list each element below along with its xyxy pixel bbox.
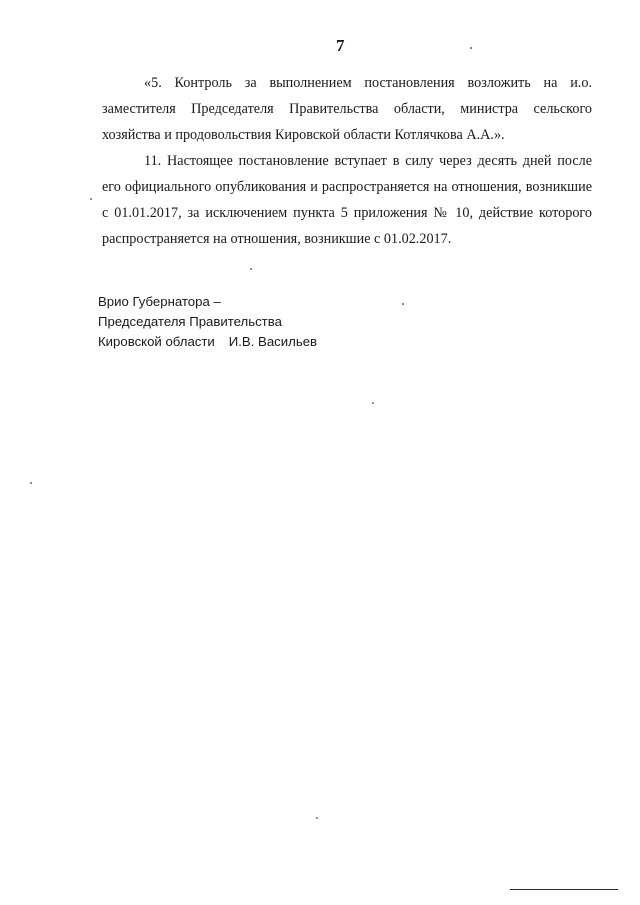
scan-speck bbox=[30, 482, 32, 484]
paragraph-1-text: «5. Контроль за выполнением постановления возложить на и.о. заместителя Председателя Правительства области, министра сельского хозяйства и продовольствия Кировской области Котлячкова А.А.». bbox=[102, 75, 592, 143]
scan-speck bbox=[402, 303, 404, 305]
signature-title-line-1: Врио Губернатора – bbox=[98, 294, 221, 309]
signatory-name: И.В. Васильев bbox=[228, 334, 318, 349]
paragraph-control-clause bbox=[102, 70, 592, 148]
paragraph-effective-date bbox=[102, 148, 592, 252]
page-number: 7 bbox=[336, 36, 345, 55]
scan-speck bbox=[316, 817, 318, 819]
signature-block bbox=[98, 292, 317, 352]
scan-speck bbox=[470, 47, 472, 49]
scan-speck bbox=[90, 198, 92, 200]
signature-title-line-3: Кировской области bbox=[98, 334, 215, 349]
signature-title-line-2: Председателя Правительства bbox=[98, 314, 282, 329]
scan-speck bbox=[372, 402, 374, 404]
scan-speck bbox=[250, 268, 252, 270]
signature-title-line-3-wrapper bbox=[98, 332, 317, 352]
paragraph-2-text: 11. Настоящее постановление вступает в силу через десять дней после его официального опубликования и распространяется на отношения, возникшие с 01.01.2017, за исключением пункта 5 приложения № 10, действие которого распространяется на отношения, возникшие с 01.02.2017. bbox=[102, 153, 592, 247]
footer-rule bbox=[510, 889, 618, 890]
